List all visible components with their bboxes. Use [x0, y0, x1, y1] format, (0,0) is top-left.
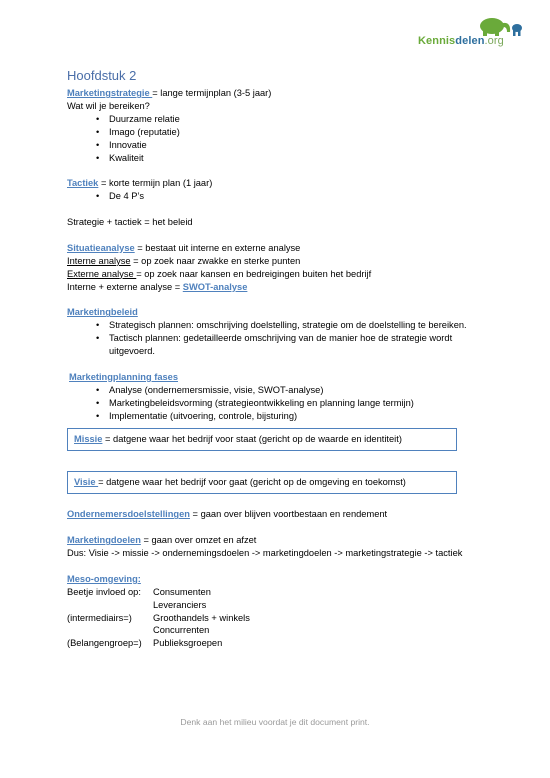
missie-box: [67, 428, 457, 451]
tactiek-line: [67, 177, 487, 190]
list-item: • Implementatie (uitvoering, controle, bijsturing): [109, 410, 487, 423]
meso-heading[interactable]: Meso-omgeving:: [67, 573, 141, 584]
missie-def: = datgene waar het bedrijf voor staat (gericht op de waarde en identiteit): [102, 434, 402, 445]
footer-note: Denk aan het milieu voordat je dit document print.: [180, 717, 370, 727]
situatie-def: = bestaat uit interne en externe analyse: [134, 242, 301, 253]
situatie-line: [67, 242, 487, 255]
list-item: • Strategisch plannen: omschrijving doelstelling, strategie om de doelstelling te bereiken.: [109, 319, 487, 332]
meso-left: Beetje invloed op:: [67, 586, 141, 597]
marketingbeleid-list: [67, 319, 487, 358]
fases-heading[interactable]: Marketingplanning fases: [69, 371, 179, 382]
logo-wordmark: [418, 35, 504, 48]
visie-box: [67, 471, 457, 494]
list-item: • Tactisch plannen: gedetailleerde omschrijving van de manier hoe de strategie wordt uitgevoerd.: [109, 332, 487, 358]
list-item: • Duurzame relatie: [109, 113, 487, 126]
goals-list: [67, 113, 487, 165]
externe-term: Externe analyse: [67, 268, 137, 279]
swot-prefix: Interne + externe analyse =: [67, 281, 183, 292]
meso-left: [67, 599, 153, 612]
list-item: • De 4 P’s: [109, 190, 487, 203]
swot-link[interactable]: SWOT-analyse: [182, 281, 248, 292]
situatieanalyse-link[interactable]: Situatieanalyse: [67, 242, 135, 253]
marketingdoelen-def: = gaan over omzet en afzet: [140, 535, 257, 546]
fases-list: [67, 384, 487, 423]
logo-part-delen: delen: [455, 35, 485, 47]
externe-line: [67, 268, 487, 281]
meso-table: [67, 586, 487, 651]
list-item: • Analyse (ondernemersmissie, visie, SWOT-analyse): [109, 384, 487, 397]
ondernemersdoel-link[interactable]: Ondernemersdoelstellingen: [67, 509, 190, 520]
marketingdoelen-line: [67, 534, 487, 547]
chain-line: Dus: Visie -> missie -> ondernemingsdoelen -> marketingdoelen -> marketingstrategie -> tactiek: [67, 548, 463, 558]
site-logo: [416, 14, 524, 54]
ondernemersdoel-line: [67, 508, 487, 521]
externe-def: = op zoek naar kansen en bedreigingen buiten het bedrijf: [136, 268, 372, 279]
page-heading: Hoofdstuk 2: [67, 68, 137, 83]
marketingdoelen-link[interactable]: Marketingdoelen: [67, 535, 141, 546]
list-item: • Marketingbeleidsvorming (strategieontwikkeling en planning lange termijn): [109, 397, 487, 410]
tactiek-list: [67, 190, 487, 203]
list-item: • Kwaliteit: [109, 152, 487, 165]
marketingstrategie-line: [67, 87, 487, 100]
question-line: Wat wil je bereiken?: [67, 100, 150, 111]
list-item: • Imago (reputatie): [109, 126, 487, 139]
meso-right: Concurrenten: [153, 625, 210, 636]
interne-def: = op zoek naar zwakke en sterke punten: [130, 255, 301, 266]
meso-right: Leveranciers: [153, 599, 207, 610]
list-item: • Innovatie: [109, 139, 487, 152]
meso-left: [67, 624, 153, 637]
document-body: [67, 87, 487, 650]
marketingbeleid-heading[interactable]: Marketingbeleid: [67, 307, 138, 318]
swot-line: [67, 281, 487, 294]
interne-term: Interne analyse: [67, 255, 131, 266]
visie-link[interactable]: Visie: [74, 477, 99, 488]
logo-part-org: .org: [484, 35, 504, 47]
interne-line: [67, 255, 487, 268]
meso-right: Publieksgroepen: [153, 638, 223, 649]
meso-right: Consumenten: [153, 586, 211, 597]
visie-def: = datgene waar het bedrijf voor gaat (gericht op de omgeving en toekomst): [98, 477, 406, 488]
tactiek-link[interactable]: Tactiek: [67, 178, 99, 189]
marketingstrategie-link[interactable]: Marketingstrategie: [67, 88, 153, 98]
meso-left: (Belangengroep=): [67, 638, 142, 649]
tactiek-def: = korte termijn plan (1 jaar): [98, 178, 213, 189]
meso-right: Groothandels + winkels: [153, 612, 250, 623]
ondernemersdoel-def: = gaan over blijven voortbestaan en rendement: [189, 509, 388, 520]
beleid-line: Strategie + tactiek = het beleid: [67, 217, 193, 228]
logo-part-kennis: Kennis: [418, 35, 456, 47]
marketingstrategie-def: = lange termijnplan (3-5 jaar): [152, 88, 272, 98]
meso-left: (intermediairs=): [67, 612, 132, 623]
missie-link[interactable]: Missie: [74, 434, 103, 445]
